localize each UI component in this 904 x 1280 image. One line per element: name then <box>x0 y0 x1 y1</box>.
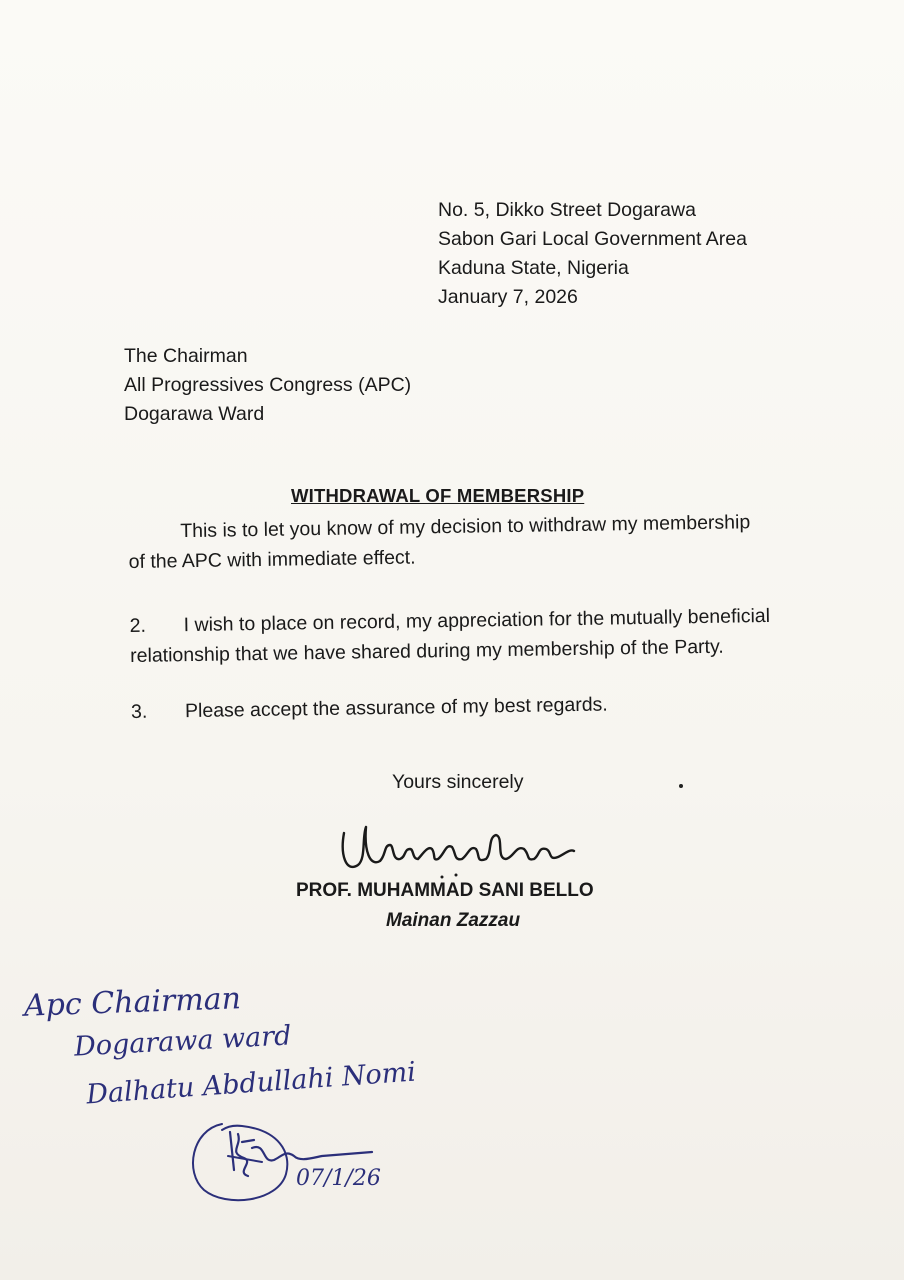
signatory-name: PROF. MUHAMMAD SANI BELLO <box>296 880 594 901</box>
paragraph-3 <box>131 687 791 727</box>
recipient-line3: Dogarawa Ward <box>124 403 265 425</box>
author-signature <box>336 815 586 885</box>
handwritten-note-line2: Dogarawa ward <box>73 1020 293 1063</box>
handwritten-date: 07/1/26 <box>296 1166 381 1191</box>
paragraph-2 <box>129 601 790 671</box>
sender-address <box>438 196 747 312</box>
paragraph-3-line1: Please accept the assurance of my best regards. <box>184 693 608 723</box>
recipient-line1: The Chairman <box>124 345 248 367</box>
recipient-address <box>124 342 411 429</box>
paragraph-1-line1: This is to let you know of my decision to withdraw my membership <box>180 511 751 543</box>
ink-dot <box>679 784 683 788</box>
handwritten-note-line3: Dalhatu Abdullahi Nomi <box>85 1056 417 1111</box>
paragraph-2-line1: I wish to place on record, my appreciation for the mutually beneficial <box>183 604 771 637</box>
recipient-line2: All Progressives Congress (APC) <box>124 374 412 396</box>
signatory-title: Mainan Zazzau <box>386 910 521 931</box>
sender-address-line1: No. 5, Dikko Street Dogarawa <box>438 199 696 221</box>
sender-address-line2: Sabon Gari Local Government Area <box>438 228 747 250</box>
closing-salutation: Yours sincerely <box>392 771 524 793</box>
paragraph-2-number: 2. <box>129 614 147 637</box>
letter-body <box>128 507 791 727</box>
sender-address-line3: Kaduna State, Nigeria <box>438 257 629 279</box>
paragraph-1-line2: of the APC with immediate effect. <box>128 546 416 573</box>
letter-subject: WITHDRAWAL OF MEMBERSHIP <box>291 485 585 506</box>
letter-date: January 7, 2026 <box>438 286 578 308</box>
paragraph-2-line2: relationship that we have shared during my membership of the Party. <box>130 635 724 667</box>
paragraph-1 <box>128 507 789 577</box>
handwritten-note-line1: Apc Chairman <box>23 981 242 1024</box>
paragraph-3-number: 3. <box>130 700 148 723</box>
receiver-signature-icon <box>182 1112 392 1212</box>
signature-text: Uhu D U Bello <box>336 815 343 816</box>
